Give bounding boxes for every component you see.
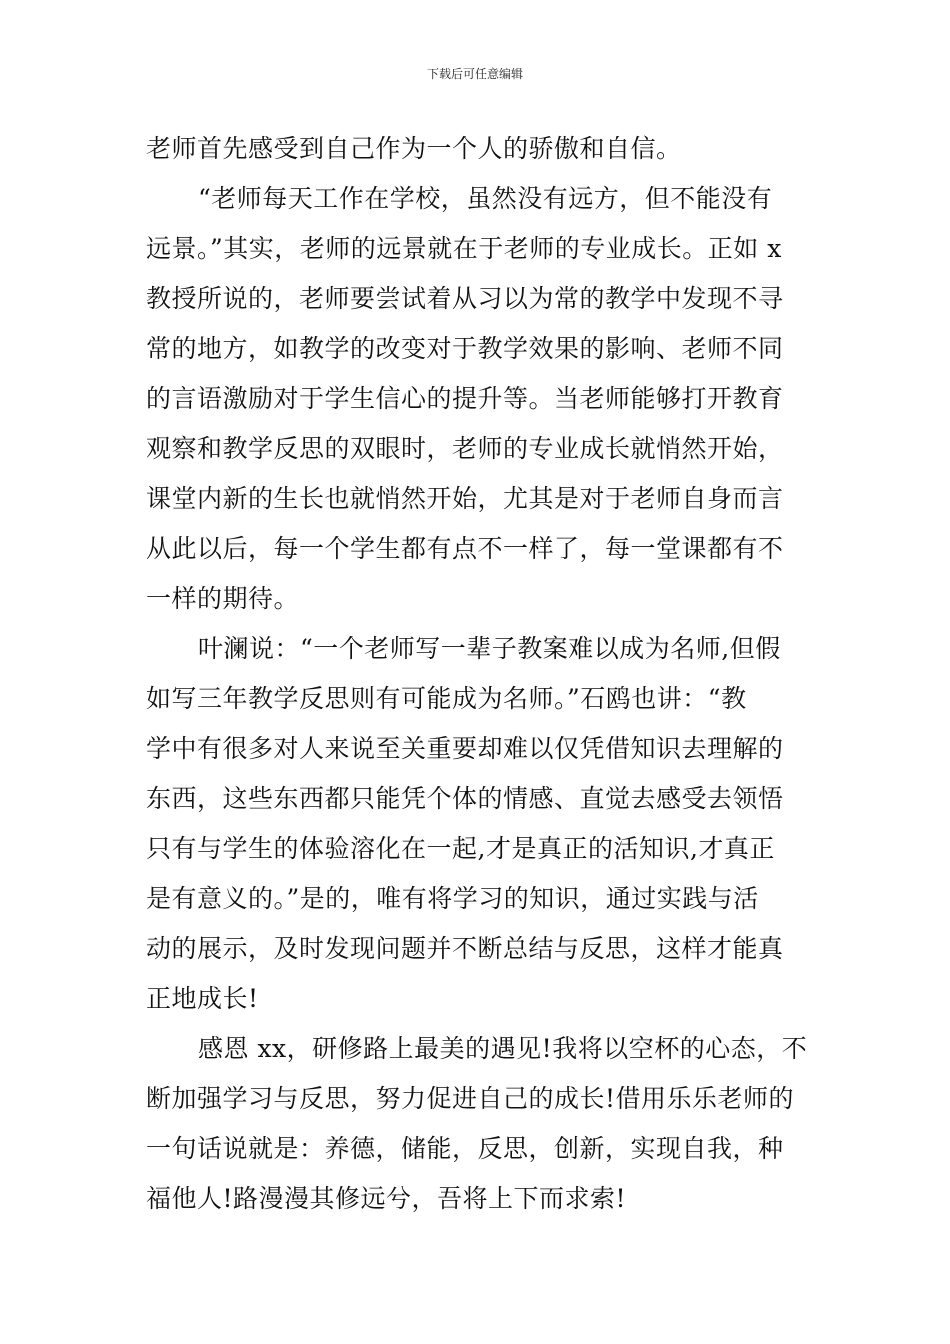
document-body	[146, 124, 810, 1224]
text-line: 教授所说的，老师要尝试着从习以为常的教学中发现不寻	[146, 284, 784, 313]
text-line: 老师首先感受到自己作为一个人的骄傲和自信。	[146, 134, 682, 163]
text-line: 的言语激励对于学生信心的提升等。当老师能够打开教育	[146, 384, 784, 413]
text-line: 如写三年教学反思则有可能成为名师。”石鸥也讲：“教	[146, 684, 747, 713]
text-line: 一样的期待。	[146, 584, 300, 613]
text-line: 从此以后，每一个学生都有点不一样了，每一堂课都有不	[146, 534, 784, 563]
text-line: 动的展示，及时发现问题并不断总结与反思，这样才能真	[146, 934, 784, 963]
text-line: 一句话说就是：养德，储能，反思，创新，实现自我，种	[146, 1134, 784, 1163]
text-line: 正地成长!	[146, 984, 259, 1013]
paragraph-start-line: 叶澜说：“一个老师写一辈子教案难以成为名师,但假	[198, 634, 781, 663]
text-line: 远景。”其实，老师的远景就在于老师的专业成长。正如 x	[146, 234, 782, 263]
text-line: 福他人!路漫漫其修远兮，吾将上下而求索!	[146, 1184, 627, 1213]
page-header: 下载后可任意编辑	[426, 67, 523, 81]
text-line: 东西，这些东西都只能凭个体的情感、直觉去感受去领悟	[146, 784, 784, 813]
text-line: 断加强学习与反思，努力促进自己的成长!借用乐乐老师的	[146, 1084, 795, 1113]
text-line: 是有意义的。”是的，唯有将学习的知识，通过实践与活	[146, 884, 759, 913]
text-line: 观察和教学反思的双眼时，老师的专业成长就悄然开始，	[146, 434, 784, 463]
text-line: 课堂内新的生长也就悄然开始，尤其是对于老师自身而言	[146, 484, 784, 513]
text-line: 常的地方，如教学的改变对于教学效果的影响、老师不同	[146, 334, 784, 363]
text-line: 学中有很多对人来说至关重要却难以仅凭借知识去理解的	[146, 734, 784, 763]
paragraph-start-line: “老师每天工作在学校，虽然没有远方，但不能没有	[198, 184, 773, 213]
text-line: 只有与学生的体验溶化在一起,才是真正的活知识,才真正	[146, 834, 775, 863]
paragraph-start-line: 感恩 xx，研修路上最美的遇见!我将以空杯的心态，不	[198, 1034, 808, 1063]
